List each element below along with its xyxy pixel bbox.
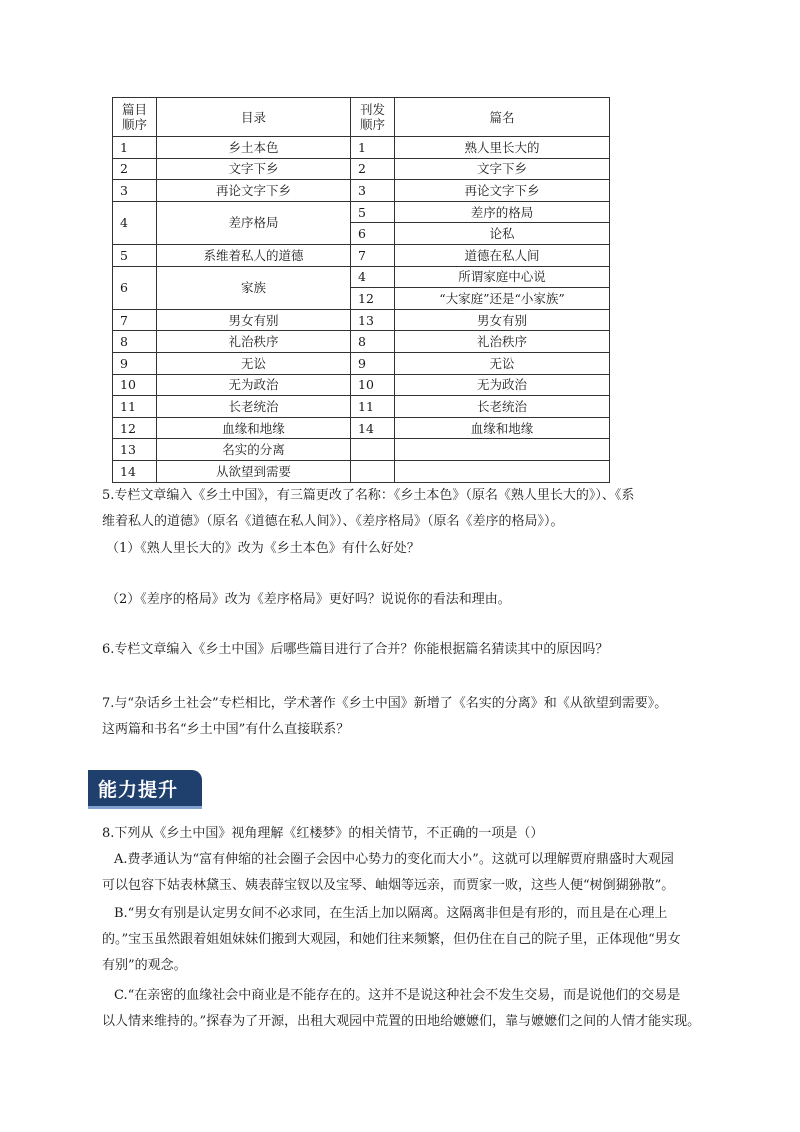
- column-title: 无讼: [395, 352, 610, 374]
- book-title: 无讼: [157, 352, 351, 374]
- question-7-line-2: 这两篇和书名“乡土中国”有什么直接联系？: [102, 722, 350, 737]
- column-title: 差序的格局: [395, 201, 610, 223]
- column-title: 论私: [395, 223, 610, 245]
- option-c-line-1: C.“在亲密的血缘社会中商业是不能存在的。这并不是说这种社会不发生交易，而是说他们的交易是: [114, 988, 681, 1003]
- column-title: 文字下乡: [395, 158, 610, 180]
- empty-cell: [351, 439, 395, 461]
- book-order: 3: [113, 180, 157, 202]
- option-a-line-2: 可以包容下姑表林黛玉、姨表薛宝钗以及宝琴、岫烟等远亲，而贾家一败，这些人便“树倒猢狲散”。: [102, 878, 675, 893]
- column-order: 9: [351, 352, 395, 374]
- book-title: 从欲望到需要: [157, 460, 351, 482]
- book-order: 7: [113, 309, 157, 331]
- table-row: [113, 201, 610, 223]
- column-order: 14: [351, 417, 395, 439]
- book-title: 乡土本色: [157, 137, 351, 159]
- question-5-2: （2）《差序的格局》改为《差序格局》更好吗？说说你的看法和理由。: [106, 592, 511, 607]
- book-order: 2: [113, 158, 157, 180]
- option-c-line-2: 以人情来维持的。”探春为了开源，出租大观园中荒置的田地给嬷嬷们，靠与嬷嬷们之间的人情才能实现。: [102, 1014, 701, 1029]
- question-5-1: （1）《熟人里长大的》改为《乡土本色》有什么好处？: [106, 541, 420, 556]
- book-order: 6: [113, 266, 157, 309]
- book-title: 名实的分离: [157, 439, 351, 461]
- book-order: 14: [113, 460, 157, 482]
- table-row: [113, 309, 610, 331]
- column-order: 11: [351, 396, 395, 418]
- book-order: 10: [113, 374, 157, 396]
- book-order: 4: [113, 201, 157, 244]
- option-b-line-1: B.“男女有别是认定男女间不必求同，在生活上加以隔离。这隔离非但是有形的，而且是在心理上: [114, 906, 668, 921]
- table-row: [113, 180, 610, 202]
- table-row: [113, 439, 610, 461]
- column-title: “大家庭”还是“小家族”: [395, 288, 610, 310]
- column-title: 道德在私人间: [395, 244, 610, 266]
- book-title: 差序格局: [157, 201, 351, 244]
- empty-cell: [395, 439, 610, 461]
- table-header-row: [113, 98, 610, 137]
- column-order: 13: [351, 309, 395, 331]
- column-title: 无为政治: [395, 374, 610, 396]
- column-order: 10: [351, 374, 395, 396]
- section-banner: 能力提升: [88, 770, 202, 806]
- book-order: 1: [113, 137, 157, 159]
- table-row: [113, 137, 610, 159]
- header-column-order: 刊发顺序: [351, 98, 395, 137]
- table-row: [113, 396, 610, 418]
- column-title: 礼治秩序: [395, 331, 610, 353]
- book-title: 家族: [157, 266, 351, 309]
- column-order: 1: [351, 137, 395, 159]
- column-order: 3: [351, 180, 395, 202]
- option-a-line-1: A.费孝通认为“富有伸缩的社会圈子会因中心势力的变化而大小”。这就可以理解贾府鼎盛时大观园: [114, 852, 674, 867]
- option-b-line-3: 有别”的观念。: [102, 958, 187, 973]
- column-order: 2: [351, 158, 395, 180]
- column-order: 7: [351, 244, 395, 266]
- question-5-line-2: 维着私人的道德》（原名《道德在私人间》）、《差序格局》（原名《差序的格局》）。: [102, 514, 564, 529]
- header-book-title: 目录: [157, 98, 351, 137]
- column-order: 5: [351, 201, 395, 223]
- question-6: 6.专栏文章编入《乡土中国》后哪些篇目进行了合并？你能根据篇名猜读其中的原因吗？: [102, 642, 609, 657]
- column-title: 长老统治: [395, 396, 610, 418]
- header-book-order: 篇目顺序: [113, 98, 157, 137]
- table-row: [113, 352, 610, 374]
- table-row: [113, 244, 610, 266]
- table-row: [113, 374, 610, 396]
- book-title: 文字下乡: [157, 158, 351, 180]
- book-order: 11: [113, 396, 157, 418]
- book-title: 长老统治: [157, 396, 351, 418]
- column-order: 12: [351, 288, 395, 310]
- book-title: 再论文字下乡: [157, 180, 351, 202]
- book-title: 礼治秩序: [157, 331, 351, 353]
- column-order: 4: [351, 266, 395, 288]
- question-7-line-1: 7.与“杂话乡土社会”专栏相比，学术著作《乡土中国》新增了《名实的分离》和《从欲望到需要》。: [102, 696, 668, 711]
- book-title: 血缘和地缘: [157, 417, 351, 439]
- column-title: 所谓家庭中心说: [395, 266, 610, 288]
- comparison-table: [112, 97, 610, 483]
- column-order: 8: [351, 331, 395, 353]
- column-title: 熟人里长大的: [395, 137, 610, 159]
- section-banner-underline: [88, 806, 202, 809]
- book-order: 5: [113, 244, 157, 266]
- question-8-stem: 8.下列从《乡土中国》视角理解《红楼梦》的相关情节，不正确的一项是（）: [102, 826, 544, 841]
- book-order: 13: [113, 439, 157, 461]
- empty-cell: [395, 460, 610, 482]
- book-order: 8: [113, 331, 157, 353]
- header-column-title: 篇名: [395, 98, 610, 137]
- table-row: [113, 331, 610, 353]
- question-5-line-1: 5.专栏文章编入《乡土中国》，有三篇更改了名称：《乡土本色》（原名《熟人里长大的》）、《系: [102, 488, 635, 503]
- column-title: 血缘和地缘: [395, 417, 610, 439]
- table-row: [113, 158, 610, 180]
- table-row: [113, 460, 610, 482]
- book-order: 9: [113, 352, 157, 374]
- book-title: 系维着私人的道德: [157, 244, 351, 266]
- empty-cell: [351, 460, 395, 482]
- column-title: 再论文字下乡: [395, 180, 610, 202]
- table-row: [113, 417, 610, 439]
- book-order: 12: [113, 417, 157, 439]
- column-order: 6: [351, 223, 395, 245]
- column-title: 男女有别: [395, 309, 610, 331]
- option-b-line-2: 的。”宝玉虽然跟着姐姐妹妹们搬到大观园，和她们往来频繁，但仍住在自己的院子里，正体现他“男女: [102, 932, 681, 947]
- table-row: [113, 266, 610, 288]
- book-title: 无为政治: [157, 374, 351, 396]
- book-title: 男女有别: [157, 309, 351, 331]
